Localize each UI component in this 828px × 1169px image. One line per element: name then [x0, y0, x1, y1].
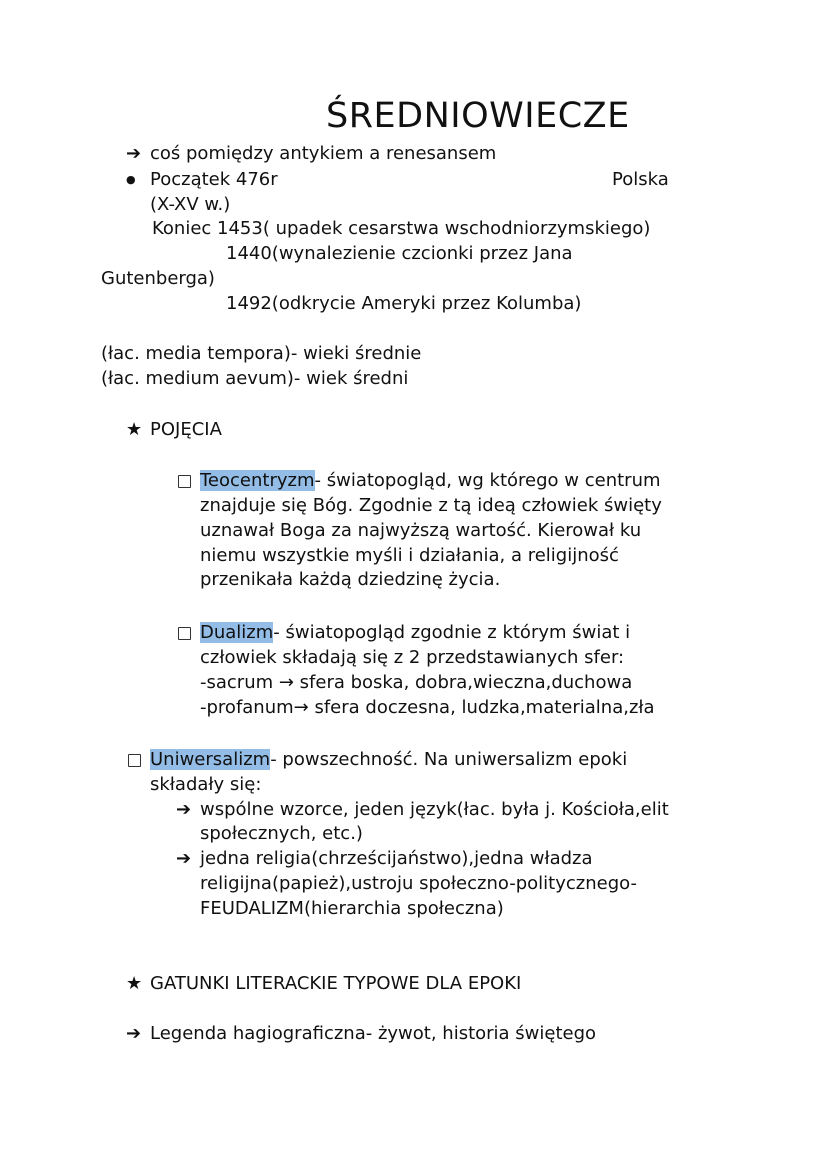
arrow-icon: ➔ — [176, 848, 192, 869]
latin-line: (łac. medium aevum)- wiek średni — [101, 368, 409, 389]
definition-line: znajduje się Bóg. Zgodnie z tą ideą człowiek święty — [200, 495, 662, 516]
sub-line: społecznych, etc.) — [200, 823, 363, 844]
polska-label: Polska — [612, 169, 669, 190]
definition-line: składały się: — [150, 774, 262, 795]
definition-line: niemu wszystkie myśli i działania, a religijność — [200, 545, 619, 566]
sub-line: FEUDALIZM(hierarchia społeczna) — [200, 898, 504, 919]
term-line — [200, 621, 630, 645]
page-title: ŚREDNIOWIECZE — [326, 96, 630, 136]
star-icon: ★ — [126, 419, 143, 440]
intro-line: coś pomiędzy antykiem a renesansem — [150, 143, 497, 164]
definition-line: człowiek składają się z 2 przedstawianych sfer: — [200, 647, 625, 668]
checkbox[interactable] — [178, 475, 191, 488]
bullet-icon: ● — [126, 173, 136, 186]
term-line — [150, 748, 627, 772]
term-highlight: Teocentryzm — [200, 470, 315, 491]
arrow-icon: ➔ — [126, 143, 142, 164]
end-line: Koniec 1453( upadek cesarstwa wschodniorzymskiego) — [152, 218, 651, 239]
sub-line: wspólne wzorce, jeden język(łac. była j. Kościoła,elit — [200, 799, 669, 820]
definition-line: uznawał Boga za najwyższą wartość. Kierował ku — [200, 520, 642, 541]
end-line-2-cont: Gutenberga) — [101, 268, 215, 289]
arrow-icon: ➔ — [126, 1023, 142, 1044]
sub-line: religijna(papież),ustroju społeczno-politycznego- — [200, 873, 637, 894]
definition-line: -profanum→ sfera doczesna, ludzka,materialna,zła — [200, 697, 655, 718]
end-line-3: 1492(odkrycie Ameryki przez Kolumba) — [226, 293, 582, 314]
genre-line: Legenda hagiograficzna- żywot, historia świętego — [150, 1023, 597, 1044]
term-definition: - powszechność. Na uniwersalizm epoki — [270, 749, 628, 770]
definition-line: -sacrum → sfera boska, dobra,wieczna,duchowa — [200, 672, 633, 693]
definition-line: przenikała każdą dziedzinę życia. — [200, 569, 501, 590]
end-line-2: 1440(wynalezienie czcionki przez Jana — [226, 243, 573, 264]
term-definition: - światopogląd zgodnie z którym świat i — [273, 622, 631, 643]
star-icon: ★ — [126, 973, 143, 994]
checkbox[interactable] — [128, 754, 141, 767]
start-line: Początek 476r — [150, 169, 278, 190]
arrow-icon: ➔ — [176, 799, 192, 820]
term-line — [200, 469, 661, 493]
term-highlight: Uniwersalizm — [150, 749, 271, 770]
term-definition: - światopogląd, wg którego w centrum — [314, 470, 661, 491]
section-heading: GATUNKI LITERACKIE TYPOWE DLA EPOKI — [150, 973, 522, 994]
sub-line: jedna religia(chrześcijaństwo),jedna władza — [200, 848, 593, 869]
polska-range: (X-XV w.) — [150, 194, 231, 215]
checkbox[interactable] — [178, 627, 191, 640]
latin-line: (łac. media tempora)- wieki średnie — [101, 343, 422, 364]
section-heading: POJĘCIA — [150, 419, 222, 440]
term-highlight: Dualizm — [200, 622, 274, 643]
